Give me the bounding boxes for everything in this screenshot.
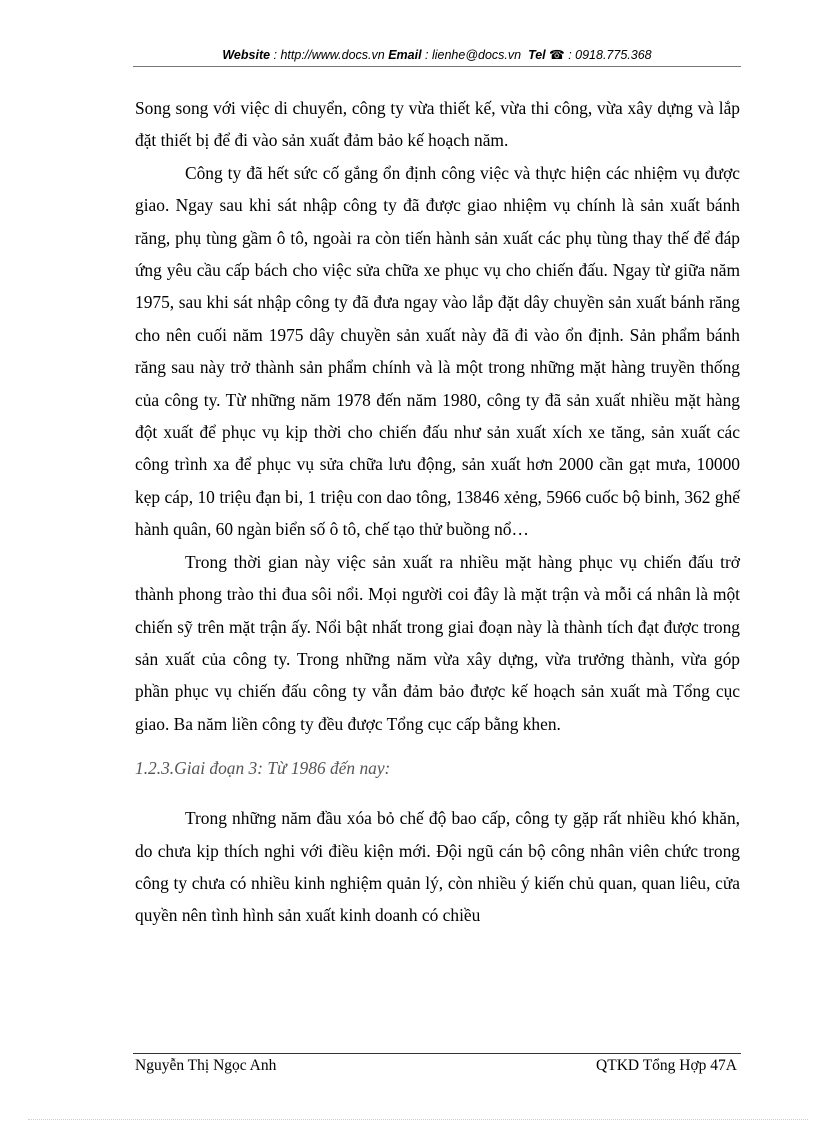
website-label: Website (222, 48, 271, 62)
email-separator: : (421, 48, 432, 62)
header-divider (133, 66, 741, 67)
footer-class: QTKD Tổng Hợp 47A (596, 1057, 737, 1074)
paragraph-2: Công ty đã hết sức cố gắng ổn định công việc và thực hiện các nhiệm vụ được giao. Ngay sau khi sát nhập công ty đã được giao nhiệm vụ chính là sản xuất bánh răng, phụ tùng gầm ô tô, ngoài ra còn tiến hành sản xuất các phụ tùng thay thế để đáp ứng yêu cầu cấp bách cho việc sửa chữa xe phục vụ cho chiến đấu. Ngay từ giữa năm 1975, sau khi sát nhập công ty đã đưa ngay vào lắp đặt dây chuyền sản xuất bánh răng cho nên cuối năm 1975 dây chuyền sản xuất này đã đi vào ổn định. Sản phẩm bánh răng sau này trở thành sản phẩm chính và là một trong những mặt hàng truyền thống của công ty. Từ những năm 1978 đến năm 1980, công ty đã sản xuất nhiều mặt hàng đột xuất để phục vụ kịp thời cho chiến đấu như sản xuất xích xe tăng, sản xuất các công trình xa để phục vụ sửa chữa lưu động, sản xuất hơn 2000 cần gạt mưa, 10000 kẹp cáp, 10 triệu đạn bi, 1 triệu con dao tông, 13846 xẻng, 5966 cuốc bộ binh, 362 ghế hành quân, 60 ngàn biển số ô tô, chế tạo thử buồng nổ… (135, 162, 740, 540)
page-header (133, 46, 741, 64)
tel-label: Tel (528, 48, 546, 62)
footer-divider (133, 1053, 741, 1054)
email-label: Email (388, 48, 422, 62)
website-url[interactable]: http://www.docs.vn (280, 48, 385, 62)
tel-separator: : (564, 48, 576, 62)
paragraph-4: Trong những năm đầu xóa bỏ chế độ bao cấp, công ty gặp rất nhiều khó khăn, do chưa kịp thích nghi với điều kiện mới. Đội ngũ cán bộ công nhân viên chức trong công ty chưa có nhiều kinh nghiệm quản lý, còn nhiều ý kiến chủ quan, quan liêu, cửa quyền nên tình hình sản xuất kinh doanh có chiều (135, 808, 740, 926)
tel-value: 0918.775.368 (575, 48, 652, 62)
paragraph-3: Trong thời gian này việc sản xuất ra nhiều mặt hàng phục vụ chiến đấu trở thành phong trào thi đua sôi nổi. Mọi người coi đây là mặt trận và mỗi cá nhân là một chiến sỹ trên mặt trận ấy. Nổi bật nhất trong giai đoạn này là thành tích đạt được trong sản xuất của công ty. Trong những năm vừa xây dựng, vừa trưởng thành, vừa góp phần phục vụ chiến đấu công ty vẫn đảm bảo được kế hoạch sản xuất mà Tổng cục giao. Ba năm liền công ty đều được Tổng cục cấp bằng khen. (135, 551, 740, 734)
paragraph-1: Song song với việc di chuyển, công ty vừa thiết kế, vừa thi công, vừa xây dựng và lắp đặt thiết bị để đi vào sản xuất đảm bảo kế hoạch năm. (135, 98, 740, 151)
page-bottom-edge (28, 1119, 808, 1120)
footer-author: Nguyễn Thị Ngọc Anh (135, 1057, 277, 1074)
document-body (135, 92, 740, 932)
phone-icon: ☎ (549, 48, 565, 62)
email-value[interactable]: lienhe@docs.vn (431, 48, 522, 62)
section-heading: 1.2.3.Giai đoạn 3: Từ 1986 đến nay: (135, 758, 391, 779)
website-separator: : (270, 48, 281, 62)
